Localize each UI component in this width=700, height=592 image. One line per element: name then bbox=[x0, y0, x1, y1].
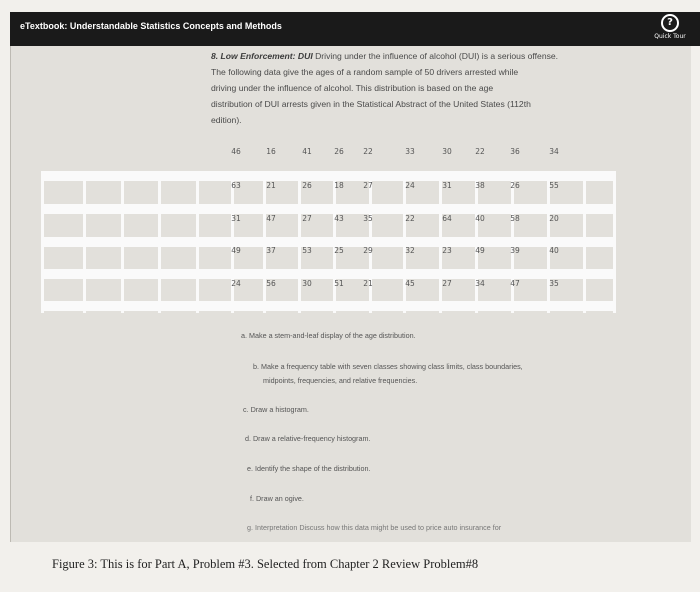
grid-col-line-12 bbox=[475, 171, 478, 313]
table-cell: 58 bbox=[510, 214, 520, 223]
table-cell: 64 bbox=[442, 214, 452, 223]
table-cell: 49 bbox=[475, 246, 485, 255]
question-circle-icon: ? bbox=[661, 14, 679, 32]
table-cell: 55 bbox=[549, 181, 559, 190]
problem-line-2: driving under the influence of alcohol. This distribution is based on the age bbox=[211, 83, 494, 93]
grid-row-line-0 bbox=[41, 171, 616, 181]
table-cell: 34 bbox=[475, 279, 485, 288]
table-cell: 47 bbox=[266, 214, 276, 223]
table-cell: 30 bbox=[302, 279, 312, 288]
table-cell: 45 bbox=[405, 279, 415, 288]
table-cell: 31 bbox=[442, 181, 452, 190]
question-b-line-1: b. Make a frequency table with seven classes showing class limits, class boundaries, bbox=[253, 362, 523, 371]
table-cell: 33 bbox=[405, 147, 415, 156]
grid-col-line-5 bbox=[231, 171, 234, 313]
grid-col-line-10 bbox=[403, 171, 406, 313]
table-cell: 26 bbox=[334, 147, 344, 156]
problem-text bbox=[211, 48, 631, 128]
grid-col-line-1 bbox=[83, 171, 86, 313]
table-cell: 29 bbox=[363, 246, 373, 255]
ebook-header-bar bbox=[10, 12, 700, 46]
table-cell: 63 bbox=[231, 181, 241, 190]
grid-col-line-8 bbox=[333, 171, 336, 313]
grid-col-line-7 bbox=[298, 171, 301, 313]
question-f: f. Draw an ogive. bbox=[250, 494, 304, 503]
table-cell: 40 bbox=[475, 214, 485, 223]
table-cell: 43 bbox=[334, 214, 344, 223]
table-cell: 56 bbox=[266, 279, 276, 288]
table-cell: 38 bbox=[475, 181, 485, 190]
problem-line-3: distribution of DUI arrests given in the Statistical Abstract of the United States (112th bbox=[211, 99, 531, 109]
grid-row-line-4 bbox=[41, 301, 616, 311]
table-cell: 32 bbox=[405, 246, 415, 255]
table-cell: 46 bbox=[231, 147, 241, 156]
problem-line-0: Driving under the influence of alcohol (DUI) is a serious offense. bbox=[315, 51, 559, 61]
grid-col-line-6 bbox=[263, 171, 266, 313]
textbook-page-photo bbox=[10, 46, 691, 542]
table-cell: 16 bbox=[266, 147, 276, 156]
question-c: c. Draw a histogram. bbox=[243, 405, 309, 414]
table-cell: 47 bbox=[510, 279, 520, 288]
table-cell: 26 bbox=[302, 181, 312, 190]
table-cell: 22 bbox=[475, 147, 485, 156]
table-cell: 23 bbox=[442, 246, 452, 255]
table-cell: 49 bbox=[231, 246, 241, 255]
figure-caption: Figure 3: This is for Part A, Problem #3. Selected from Chapter 2 Review Problem#8 bbox=[52, 557, 479, 571]
grid-col-line-9 bbox=[369, 171, 372, 313]
grid-col-line-2 bbox=[121, 171, 124, 313]
grid-row-line-1 bbox=[41, 204, 616, 214]
ages-data-table bbox=[41, 147, 616, 313]
table-cell: 21 bbox=[266, 181, 276, 190]
table-cell: 34 bbox=[549, 147, 559, 156]
table-cell: 40 bbox=[549, 246, 559, 255]
table-cell: 26 bbox=[510, 181, 520, 190]
table-cell: 27 bbox=[442, 279, 452, 288]
table-cell: 53 bbox=[302, 246, 312, 255]
table-cell: 41 bbox=[302, 147, 312, 156]
quick-tour-label: Quick Tour bbox=[654, 33, 686, 40]
table-cell: 25 bbox=[334, 246, 344, 255]
table-cell: 35 bbox=[549, 279, 559, 288]
grid-col-line-14 bbox=[547, 171, 550, 313]
table-cell: 27 bbox=[302, 214, 312, 223]
grid-col-line-13 bbox=[511, 171, 514, 313]
grid-col-line-4 bbox=[196, 171, 199, 313]
table-cell: 27 bbox=[363, 181, 373, 190]
grid-col-line-15 bbox=[583, 171, 586, 313]
table-cell: 30 bbox=[442, 147, 452, 156]
table-cell: 31 bbox=[231, 214, 241, 223]
problem-line-1: The following data give the ages of a random sample of 50 drivers arrested while bbox=[211, 67, 519, 77]
table-cell: 22 bbox=[363, 147, 373, 156]
question-e: e. Identify the shape of the distribution. bbox=[247, 464, 371, 473]
problem-heading: 8. Low Enforcement: DUI bbox=[211, 51, 313, 61]
table-cell: 35 bbox=[363, 214, 373, 223]
table-cell: 36 bbox=[510, 147, 520, 156]
grid-col-line-0 bbox=[41, 171, 44, 313]
table-cell: 24 bbox=[405, 181, 415, 190]
table-cell: 51 bbox=[334, 279, 344, 288]
problem-line-4: edition). bbox=[211, 115, 242, 125]
grid-row-line-3 bbox=[41, 269, 616, 279]
grid-col-line-11 bbox=[439, 171, 442, 313]
ebook-title: eTextbook: Understandable Statistics Concepts and Methods bbox=[20, 21, 282, 31]
question-g: g. Interpretation Discuss how this data might be used to price auto insurance for bbox=[247, 523, 502, 532]
question-d: d. Draw a relative-frequency histogram. bbox=[245, 434, 371, 443]
table-cell: 21 bbox=[363, 279, 373, 288]
question-a: a. Make a stem-and-leaf display of the age distribution. bbox=[241, 331, 416, 340]
table-cell: 20 bbox=[549, 214, 559, 223]
quick-tour-button[interactable] bbox=[650, 14, 690, 40]
table-cell: 39 bbox=[510, 246, 520, 255]
grid-col-line-3 bbox=[158, 171, 161, 313]
table-cell: 37 bbox=[266, 246, 276, 255]
table-cell: 18 bbox=[334, 181, 344, 190]
grid-col-line-16 bbox=[613, 171, 616, 313]
table-cell: 24 bbox=[231, 279, 241, 288]
table-cell: 22 bbox=[405, 214, 415, 223]
question-b-line-2: midpoints, frequencies, and relative frequencies. bbox=[263, 376, 418, 385]
